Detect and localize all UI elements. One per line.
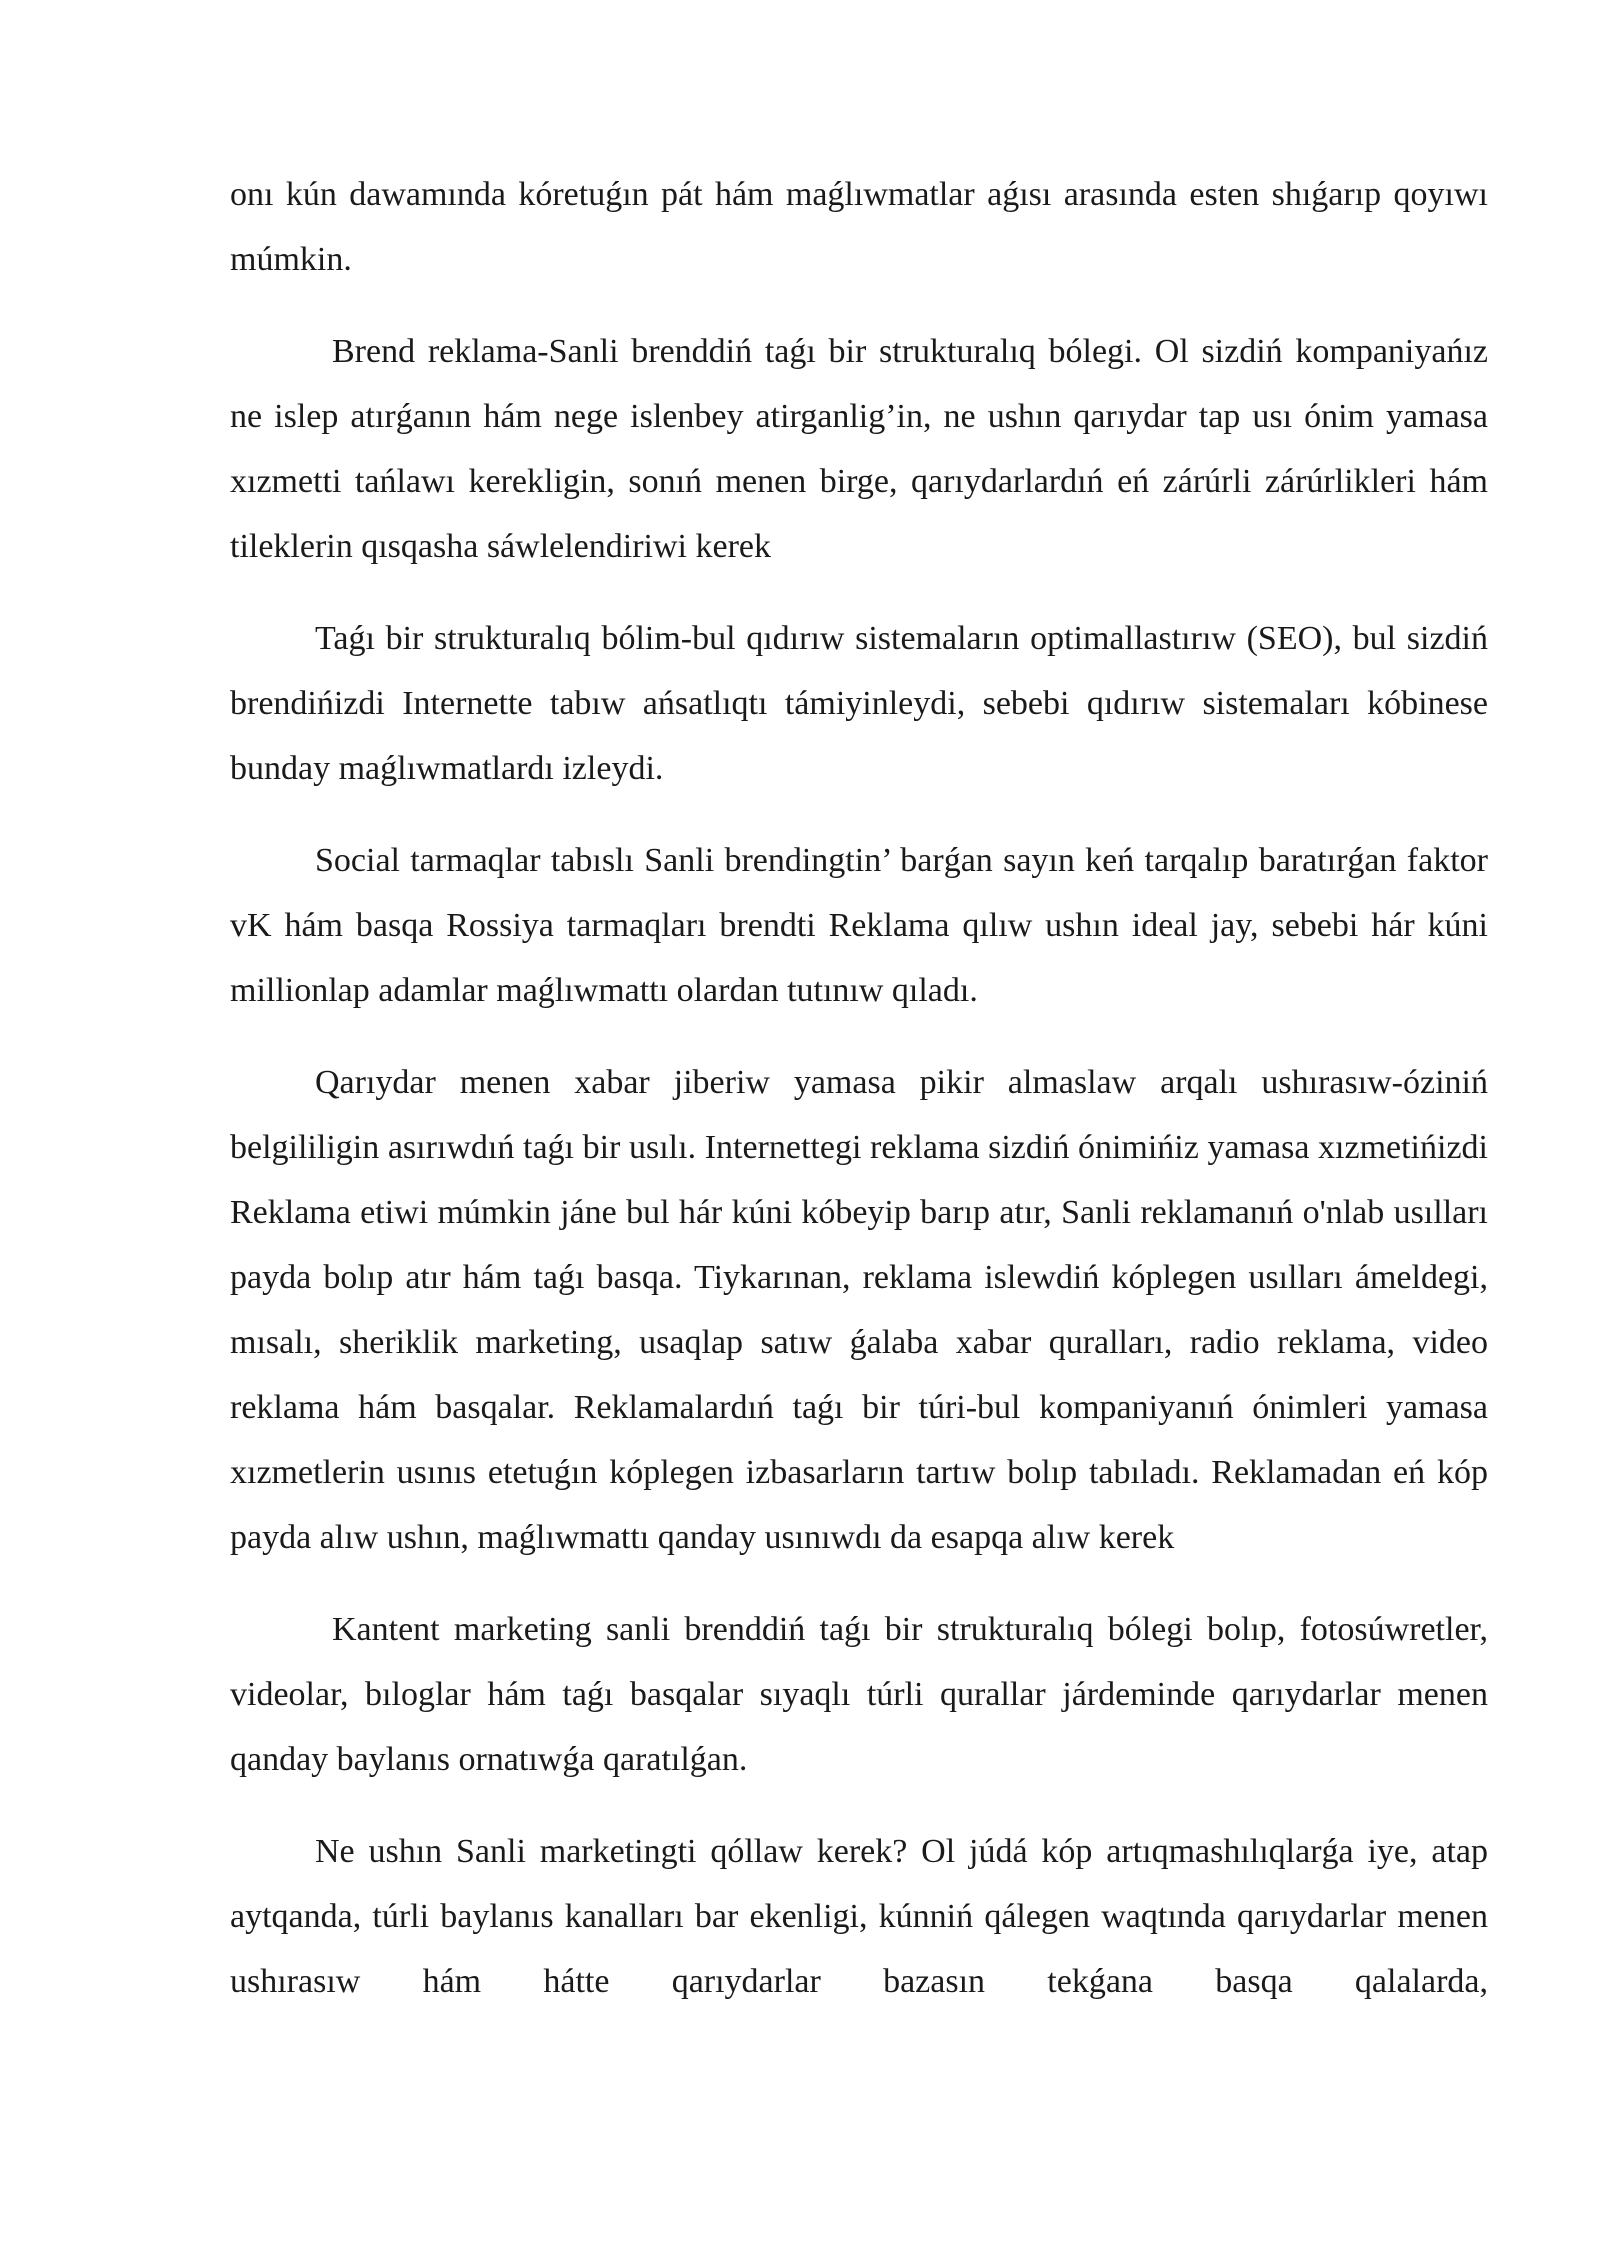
body-text bbox=[230, 162, 1488, 2041]
paragraph-why-digital-marketing: Ne ushın Sanli marketingti qóllaw kerek? Ol júdá kóp artıqmashılıqlarǵa iye, atap aytqanda, túrli baylanıs kanalları bar ekenligi, kúnniń qálegen waqtında qarıydarlar menen ushırasıw hám hátte qarıydarlar bazasın tekǵana basqa qalalarda, bbox=[230, 1833, 1488, 2000]
paragraph-content-marketing: Kantent marketing sanli brenddiń taǵı bir strukturalıq bólegi bolıp, fotosúwretler, videolar, bıloglar hám taǵı basqalar sıyaqlı túrli qurallar járdeminde qarıydarlar menen qanday baylanıs ornatıwǵa qaratılǵan. bbox=[230, 1611, 1488, 1778]
paragraph-social-networks: Social tarmaqlar tabıslı Sanli brendingtin’ barǵan sayın keń tarqalıp baratırǵan faktor vK hám basqa Rossiya tarmaqları brendti Reklama qılıw ushın ideal jay, sebebi hár kúni millionlap adamlar maǵlıwmattı olardan tutınıw qıladı. bbox=[230, 842, 1488, 1009]
paragraph-customer-contact: Qarıydar menen xabar jiberiw yamasa pikir almaslaw arqalı ushırasıw-óziniń belgililigin asırıwdıń taǵı bir usılı. Internettegi reklama sizdiń ónimińiz yamasa xızmetińizdi Reklama etiwi múmkin jáne bul hár kúni kóbeyip barıp atır, Sanli reklamanıń o'nlab usılları payda bolıp atır hám taǵı basqa. Tiykarınan, reklama islewdiń kóplegen usılları ámeldegi, mısalı, sheriklik marketing, usaqlap satıw ǵalaba xabar quralları, radio reklama, video reklama hám basqalar. Reklamalardıń taǵı bir túri-bul kompaniyanıń ónimleri yamasa xızmetlerin usınıs etetuǵın kóplegen izbasarların tartıw bolıp tabıladı. Reklamadan eń kóp payda alıw ushın, maǵlıwmattı qanday usınıwdı da esapqa alıw kerek bbox=[230, 1064, 1488, 1556]
paragraph-seo: Taǵı bir strukturalıq bólim-bul qıdırıw sistemaların optimallastırıw (SEO), bul sizdiń brendińizdi Internette tabıw ańsatlıqtı támiyinleydi, sebebi qıdırıw sistemaları kóbinese bunday maǵlıwmatlardı izleydi. bbox=[230, 620, 1488, 787]
paragraph-brand-advertising: Brend reklama-Sanli brenddiń taǵı bir strukturalıq bólegi. Ol sizdiń kompaniyańız ne islep atırǵanın hám nege islenbey atirganlig’in, ne ushın qarıydar tap usı ónim yamasa xızmetti tańlawı kerekligin, sonıń menen birge, qarıydarlardıń eń zárúrli zárúrlikleri hám tileklerin qısqasha sáwlelendiriwi kerek bbox=[230, 333, 1488, 565]
paragraph-continuation: onı kún dawamında kóretuǵın pát hám maǵlıwmatlar aǵısı arasında esten shıǵarıp qoyıwı múmkin. bbox=[230, 176, 1488, 278]
